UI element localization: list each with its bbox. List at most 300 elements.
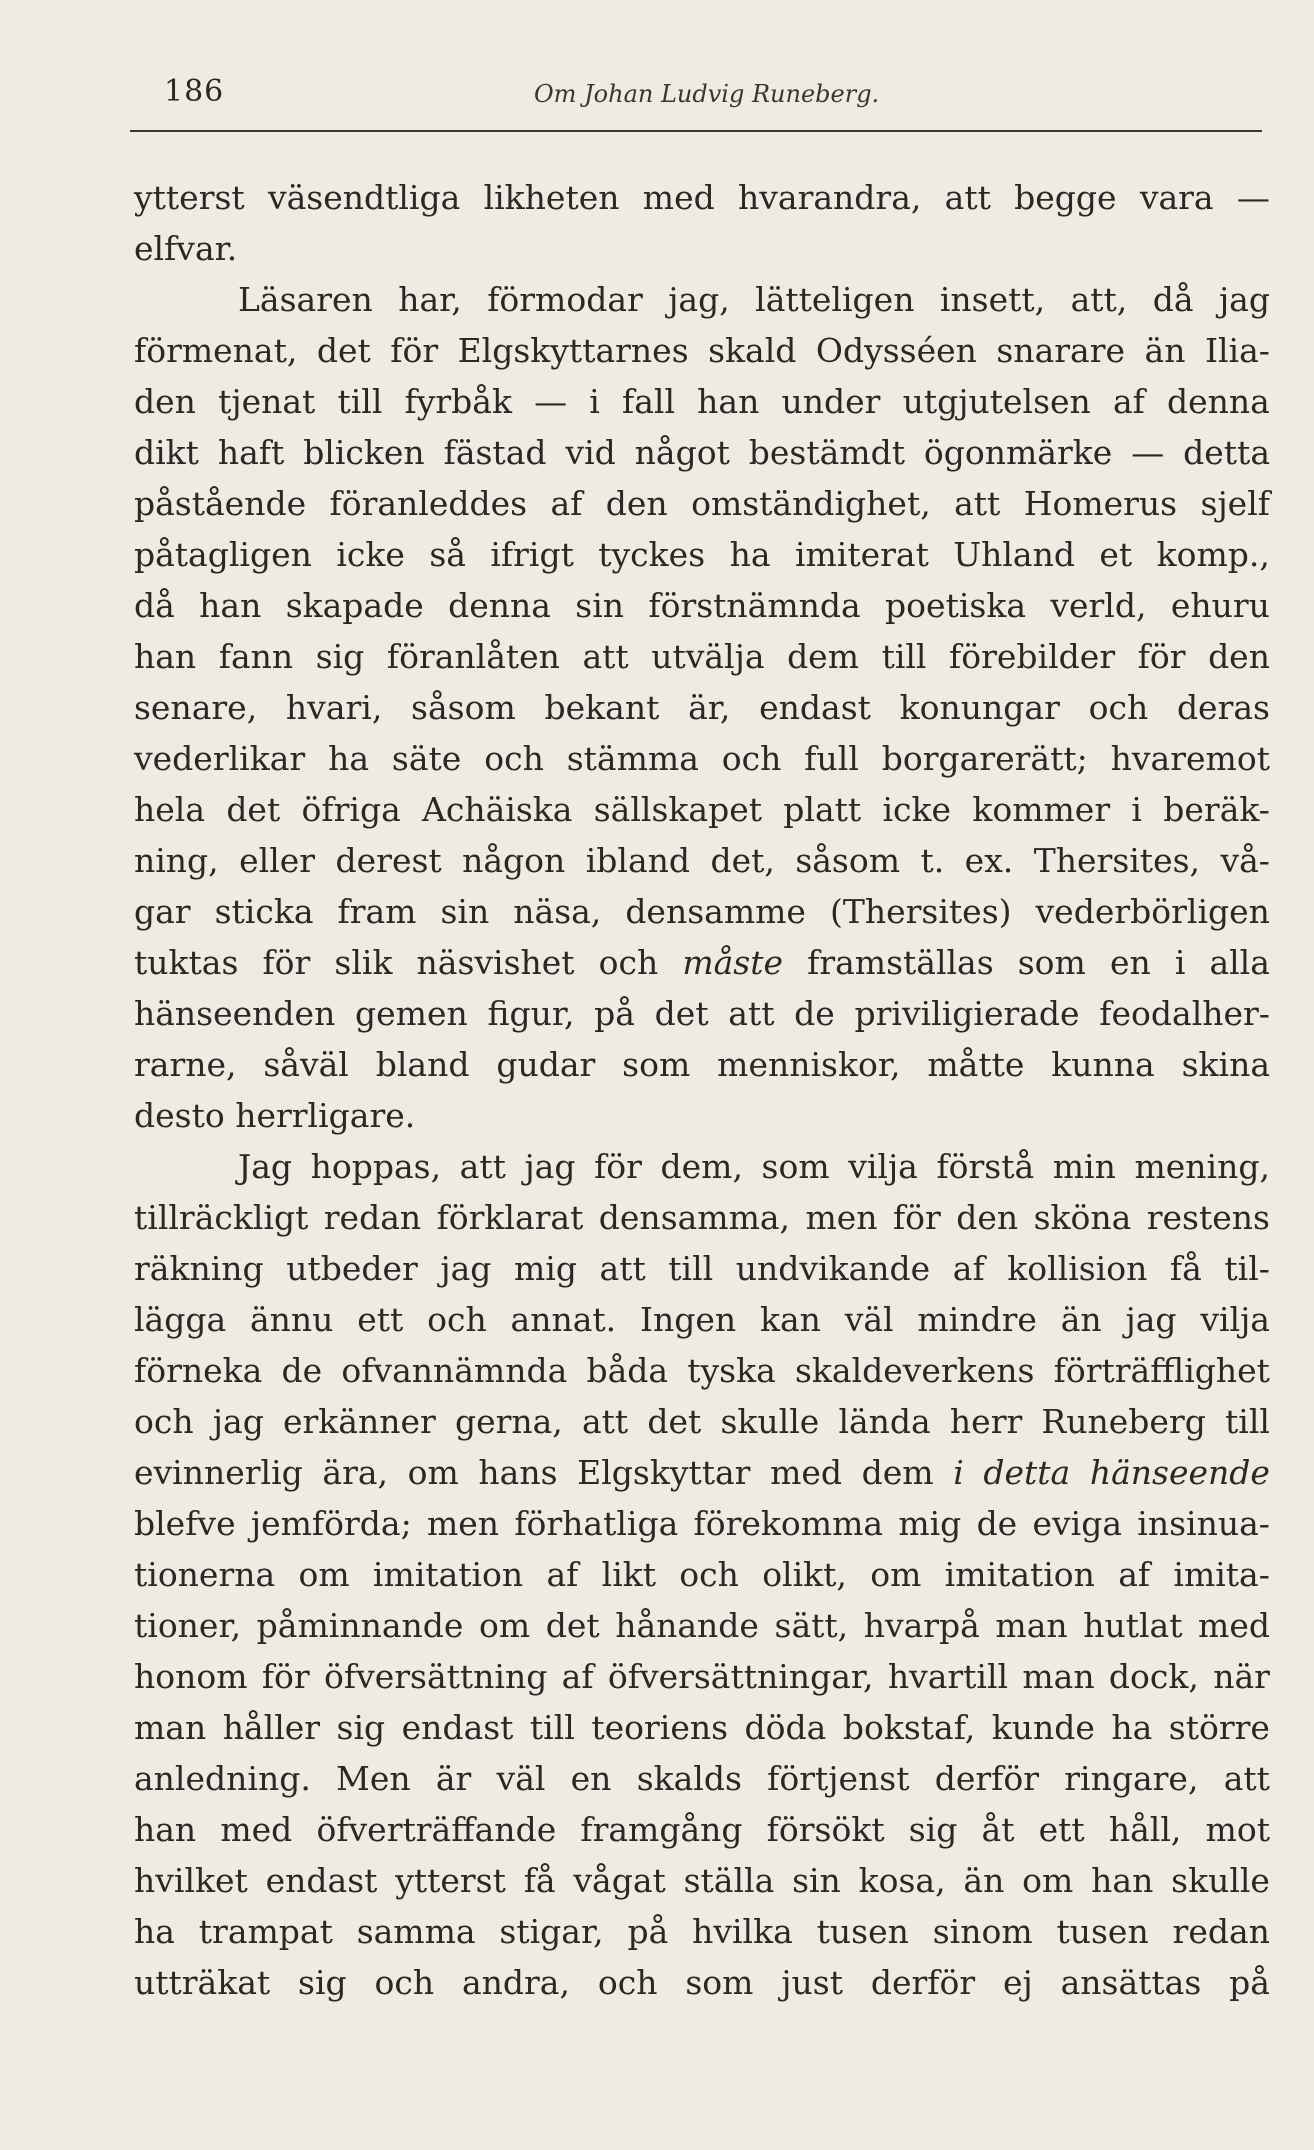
- word: deras: [1176, 688, 1270, 727]
- word: och: [721, 739, 782, 778]
- word: föranlåten: [386, 637, 560, 676]
- word: likt: [601, 1555, 657, 1594]
- header-rule: [130, 130, 1262, 132]
- word: det: [316, 331, 371, 370]
- word: endast: [759, 688, 871, 727]
- word: till: [529, 1708, 575, 1747]
- text-line: [134, 682, 1270, 733]
- word: påtagligen: [134, 535, 312, 574]
- word: tyckes: [598, 535, 706, 574]
- word: likheten: [483, 178, 620, 217]
- word: öfversättning: [324, 1657, 548, 1696]
- word: till: [337, 382, 383, 421]
- word: för: [594, 1147, 642, 1186]
- word: rarne,: [134, 1045, 237, 1084]
- text-line: [134, 1498, 1270, 1549]
- word: tjenat: [218, 382, 316, 421]
- word: att: [954, 484, 1001, 523]
- word: gemen: [355, 994, 468, 1033]
- text-line: [134, 1039, 1270, 1090]
- word: Runeberg: [1041, 1402, 1206, 1441]
- word: den: [956, 1198, 1019, 1237]
- word: eller: [239, 841, 316, 880]
- word: i: [1174, 943, 1186, 982]
- word: om: [1022, 1861, 1074, 1900]
- word: til-: [1224, 1249, 1270, 1288]
- word: beräk-: [1163, 790, 1270, 829]
- word: få: [523, 1861, 556, 1900]
- word: det,: [710, 841, 775, 880]
- word: med: [1198, 1606, 1270, 1645]
- word: derest: [335, 841, 442, 880]
- word: under: [781, 382, 881, 421]
- word: om: [407, 1453, 459, 1492]
- word: framställas: [807, 943, 994, 982]
- word: sällskapet: [593, 790, 762, 829]
- text-line: [134, 1396, 1270, 1447]
- word: ett: [1038, 1810, 1085, 1849]
- word: för: [261, 1657, 310, 1696]
- word: hånande: [615, 1606, 759, 1645]
- word: en: [1109, 943, 1151, 982]
- word: ytterst: [395, 1861, 506, 1900]
- word: snarare: [996, 331, 1126, 370]
- text-line: [134, 1702, 1270, 1753]
- text-line: [134, 835, 1270, 886]
- word: för: [262, 943, 311, 982]
- word: jag: [524, 1147, 576, 1186]
- word: erkänner: [282, 1402, 436, 1441]
- word: Elgskyttar: [577, 1453, 751, 1492]
- word: ära,: [322, 1453, 389, 1492]
- word: Läsaren: [238, 280, 373, 319]
- word: sig: [908, 1810, 958, 1849]
- word: såsom: [795, 841, 901, 880]
- page-number: 186: [164, 74, 225, 109]
- text-line: [134, 580, 1270, 631]
- text-line: elfvar.: [134, 229, 238, 268]
- word: lätteligen: [755, 280, 915, 319]
- word: större: [1168, 1708, 1270, 1747]
- text-line: desto herrligare.: [134, 1096, 416, 1135]
- word: sin: [792, 1861, 841, 1900]
- word: sinom: [932, 1912, 1033, 1951]
- text-line: [134, 1294, 1270, 1345]
- word: då: [1152, 280, 1194, 319]
- word: håller: [222, 1708, 321, 1747]
- word: kunna: [1051, 1045, 1155, 1084]
- word: försökt: [766, 1810, 885, 1849]
- word: så: [429, 535, 466, 574]
- word: vederbörligen: [1035, 892, 1270, 931]
- running-title: Om Johan Ludvig Runeberg.: [534, 80, 880, 108]
- word: och: [427, 1300, 487, 1339]
- word: skalds: [636, 1759, 742, 1798]
- word: gudar: [496, 1045, 596, 1084]
- text-line: [134, 784, 1270, 835]
- word: hvilket: [134, 1861, 248, 1900]
- word: förtjenst: [767, 1759, 910, 1798]
- word: slik: [334, 943, 393, 982]
- word: sig: [336, 1708, 386, 1747]
- word: skald: [708, 331, 797, 370]
- text-line: [134, 478, 1270, 529]
- text-line: [134, 376, 1270, 427]
- word: tuktas: [134, 943, 239, 982]
- word: det: [654, 994, 709, 1033]
- word: är,: [688, 688, 731, 727]
- word: Odysséen: [815, 331, 977, 370]
- word: tusen: [816, 1912, 909, 1951]
- word: vilja: [848, 1147, 918, 1186]
- word: som: [1017, 943, 1086, 982]
- text-line: [134, 631, 1270, 682]
- word: t.: [920, 841, 945, 880]
- word: ytterst: [134, 178, 245, 217]
- word: påstående: [134, 484, 307, 523]
- word: förmodar: [487, 280, 643, 319]
- word: dem,: [660, 1147, 743, 1186]
- word: mig: [898, 1504, 962, 1543]
- word: näsvishet: [416, 943, 575, 982]
- word: förneka: [134, 1351, 263, 1390]
- word: med: [220, 1810, 293, 1849]
- word: ställa: [683, 1861, 775, 1900]
- word: icke: [882, 790, 952, 829]
- word: ännu: [249, 1300, 334, 1339]
- word: kollision: [1007, 1249, 1148, 1288]
- word: sin: [575, 586, 625, 625]
- text-line: [134, 1447, 1270, 1498]
- word: på: [1229, 1963, 1270, 2002]
- word: jag: [212, 1402, 264, 1441]
- word: de: [976, 1504, 1018, 1543]
- word: då: [134, 586, 175, 625]
- word: verld,: [1050, 586, 1147, 625]
- word: hvarpå: [863, 1606, 980, 1645]
- word: imita-: [1173, 1555, 1270, 1594]
- word: säte: [391, 739, 462, 778]
- word: framgång: [580, 1810, 743, 1849]
- word: poetiska: [885, 586, 1026, 625]
- word: bekant: [544, 688, 660, 727]
- word: näsa,: [513, 892, 602, 931]
- word: måste: [682, 943, 784, 982]
- word: man: [1022, 1657, 1095, 1696]
- word: utvälja: [651, 637, 765, 676]
- word: öfriga: [301, 790, 401, 829]
- word: ha: [1111, 1708, 1153, 1747]
- word: att: [581, 1402, 629, 1441]
- word: af: [546, 1555, 579, 1594]
- word: alla: [1209, 943, 1270, 982]
- word: —: [534, 382, 568, 421]
- word: ögonmärke: [923, 433, 1113, 472]
- word: är: [435, 1759, 472, 1798]
- word: när: [1213, 1657, 1270, 1696]
- word: begge: [1014, 178, 1117, 217]
- word: fall: [622, 382, 676, 421]
- word: bland: [375, 1045, 470, 1084]
- word: öfversättningar,: [607, 1657, 874, 1696]
- word: vederlikar: [134, 739, 306, 778]
- word: vilja: [1200, 1300, 1270, 1339]
- word: dikt: [134, 433, 199, 472]
- word: Elgskyttarnes: [457, 331, 689, 370]
- word: förstnämnda: [648, 586, 861, 625]
- word: ifrigt: [490, 535, 574, 574]
- word: mot: [1205, 1810, 1270, 1849]
- word: man: [134, 1708, 207, 1747]
- word: och: [679, 1555, 739, 1594]
- word: ehuru: [1170, 586, 1270, 625]
- word: tionerna: [134, 1555, 276, 1594]
- word: håll,: [1108, 1810, 1182, 1849]
- word: hvari,: [285, 688, 383, 727]
- word: densamme: [625, 892, 806, 931]
- word: kan: [759, 1300, 821, 1339]
- word: just: [781, 1963, 843, 2002]
- word: den: [1208, 637, 1270, 676]
- text-line: [134, 1855, 1270, 1906]
- word: att: [582, 637, 629, 676]
- word: få: [1169, 1249, 1202, 1288]
- word: det: [226, 790, 281, 829]
- word: men: [805, 1198, 878, 1237]
- word: dem: [861, 1453, 934, 1492]
- page-header: [134, 72, 1260, 132]
- text-line: [134, 1804, 1270, 1855]
- word: tillräckligt: [134, 1198, 309, 1237]
- word: mening,: [1134, 1147, 1270, 1186]
- word: ha: [134, 1912, 175, 1951]
- word: än: [963, 1861, 1005, 1900]
- word: åt: [981, 1810, 1015, 1849]
- text-line: [134, 1243, 1270, 1294]
- text-line: [134, 1957, 1270, 2008]
- word: hoppas,: [310, 1147, 442, 1186]
- word: i: [953, 1453, 964, 1492]
- word: sin: [440, 892, 490, 931]
- word: han: [199, 586, 262, 625]
- word: derför: [870, 1963, 976, 2002]
- word: sig: [298, 1963, 347, 2002]
- word: haft: [217, 433, 285, 472]
- word: gar: [134, 892, 191, 931]
- word: detta: [983, 1453, 1071, 1492]
- text-line: [134, 172, 1270, 223]
- word: i: [589, 382, 600, 421]
- word: ex.: [964, 841, 1014, 880]
- text-line: [134, 325, 1270, 376]
- word: med: [770, 1453, 843, 1492]
- word: jag,: [668, 280, 730, 319]
- word: och: [374, 1963, 435, 2002]
- word: de: [794, 994, 835, 1033]
- word: skulle: [1171, 1861, 1270, 1900]
- word: båda: [586, 1351, 669, 1390]
- word: et: [1099, 535, 1133, 574]
- word: sjelf: [1200, 484, 1270, 523]
- word: hvarandra,: [738, 178, 922, 217]
- word: insett,: [939, 280, 1046, 319]
- word: utgjutelsen: [902, 382, 1091, 421]
- word: döda: [744, 1708, 827, 1747]
- word: ibland: [585, 841, 691, 880]
- word: bokstaf,: [842, 1708, 976, 1747]
- word: ofvannämnda: [341, 1351, 568, 1390]
- word: någon: [462, 841, 566, 880]
- word: skulle: [720, 1402, 820, 1441]
- word: väsendtliga: [267, 178, 461, 217]
- word: borgarerätt;: [881, 739, 1088, 778]
- word: tioner,: [134, 1606, 242, 1645]
- word: tusen: [1056, 1912, 1149, 1951]
- word: något: [634, 433, 730, 472]
- word: förstå: [936, 1147, 1035, 1186]
- word: i: [1131, 790, 1142, 829]
- word: mindre: [917, 1300, 1037, 1339]
- text-line: [134, 886, 1270, 937]
- word: derför: [934, 1759, 1040, 1798]
- text-line: [134, 988, 1270, 1039]
- word: anledning.: [134, 1759, 311, 1798]
- word: gerna,: [454, 1402, 563, 1441]
- word: Achäiska: [422, 790, 573, 829]
- word: att: [728, 994, 775, 1033]
- word: Thersites,: [1033, 841, 1201, 880]
- word: det: [647, 1402, 702, 1441]
- word: ringare,: [1064, 1759, 1199, 1798]
- word: ej: [1002, 1963, 1033, 2002]
- word: att: [599, 1249, 646, 1288]
- word: omständighet,: [691, 484, 931, 523]
- text-line: [134, 427, 1270, 478]
- word: sätt,: [774, 1606, 849, 1645]
- word: samma: [356, 1912, 476, 1951]
- word: ha: [328, 739, 369, 778]
- word: restens: [1146, 1198, 1270, 1237]
- word: ett: [357, 1300, 404, 1339]
- word: imitation: [372, 1555, 524, 1594]
- word: att: [1223, 1759, 1270, 1798]
- word: Homerus: [1023, 484, 1178, 523]
- word: full: [804, 739, 859, 778]
- word: vid: [565, 433, 616, 472]
- word: förhatliga: [514, 1504, 679, 1543]
- word: men: [426, 1504, 500, 1543]
- word: räkning: [134, 1249, 264, 1288]
- text-line: [134, 1753, 1270, 1804]
- word: än: [1144, 331, 1186, 370]
- word: och: [1088, 688, 1149, 727]
- word: priviligierade: [854, 994, 1080, 1033]
- word: figur,: [487, 994, 575, 1033]
- word: komp.,: [1156, 535, 1270, 574]
- word: evinnerlig: [134, 1453, 303, 1492]
- text-line: [134, 1549, 1270, 1600]
- word: den: [134, 382, 196, 421]
- word: sköna: [1033, 1198, 1132, 1237]
- word: på: [627, 1912, 669, 1951]
- word: den: [605, 484, 668, 523]
- word: vågat: [573, 1861, 666, 1900]
- word: stämma: [566, 739, 699, 778]
- word: och: [597, 1963, 658, 2002]
- word: undvikande: [735, 1249, 931, 1288]
- word: på: [594, 994, 635, 1033]
- word: skina: [1181, 1045, 1270, 1084]
- word: herr: [949, 1402, 1023, 1441]
- word: platt: [783, 790, 862, 829]
- word: lägga: [134, 1300, 227, 1339]
- word: kommer: [972, 790, 1111, 829]
- word: olikt,: [762, 1555, 847, 1594]
- word: dock,: [1108, 1657, 1199, 1696]
- word: han: [134, 637, 197, 676]
- word: konungar: [899, 688, 1060, 727]
- word: insinua-: [1137, 1504, 1270, 1543]
- word: för: [390, 331, 439, 370]
- text-line: [134, 733, 1270, 784]
- word: Ingen: [639, 1300, 737, 1339]
- word: blicken: [303, 433, 425, 472]
- word: menniskor,: [717, 1045, 901, 1084]
- word: Uhland: [953, 535, 1075, 574]
- word: jemförda;: [250, 1504, 412, 1543]
- word: förekomma: [693, 1504, 884, 1543]
- word: förebilder: [949, 637, 1116, 676]
- word: skapade: [285, 586, 424, 625]
- word: andra,: [461, 1963, 570, 2002]
- word: och: [484, 739, 544, 778]
- text-line: [134, 1192, 1270, 1243]
- word: (Thersites): [829, 892, 1012, 931]
- word: och: [598, 943, 659, 982]
- word: att,: [1070, 280, 1128, 319]
- word: trampat: [198, 1912, 333, 1951]
- word: hela: [134, 790, 206, 829]
- word: dem: [787, 637, 860, 676]
- word: kunde: [991, 1708, 1095, 1747]
- word: sig: [315, 637, 365, 676]
- word: mig: [513, 1249, 577, 1288]
- word: redan: [1172, 1912, 1270, 1951]
- word: af: [952, 1249, 985, 1288]
- word: annat.: [510, 1300, 617, 1339]
- word: bestämdt: [748, 433, 905, 472]
- word: af: [1112, 382, 1145, 421]
- word: som: [622, 1045, 691, 1084]
- word: om: [870, 1555, 922, 1594]
- word: ansättas: [1060, 1963, 1202, 2002]
- word: Men: [336, 1759, 411, 1798]
- text-line: [134, 937, 1270, 988]
- word: att: [944, 178, 991, 217]
- word: öfverträffande: [316, 1810, 557, 1849]
- word: han: [134, 1810, 197, 1849]
- word: för: [1137, 637, 1186, 676]
- word: icke: [336, 535, 405, 574]
- word: och: [134, 1402, 194, 1441]
- word: om: [298, 1555, 350, 1594]
- word: såväl: [263, 1045, 349, 1084]
- word: stigar,: [499, 1912, 604, 1951]
- text-line: [134, 1906, 1270, 1957]
- word: senare,: [134, 688, 258, 727]
- word: till: [1225, 1402, 1270, 1441]
- word: som: [761, 1147, 830, 1186]
